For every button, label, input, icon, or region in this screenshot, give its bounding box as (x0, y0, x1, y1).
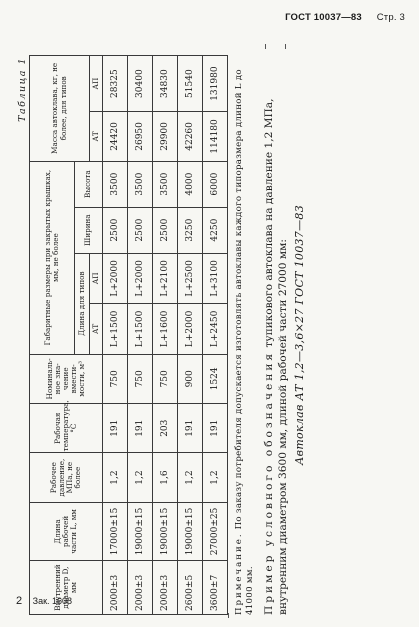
table-cell: 19000±15 (128, 502, 153, 560)
table-cell: 1,2 (203, 453, 228, 502)
header-mass-at: АТ (90, 112, 103, 161)
table-cell: 24420 (103, 112, 128, 161)
table-cell: 203 (153, 404, 178, 453)
table-cell: 4250 (203, 207, 228, 253)
table-cell: 51540 (178, 56, 203, 112)
header-dims-group: Габаритные размеры при закрытых крышках, мм, не более (30, 161, 75, 354)
table-cell: 26950 (128, 112, 153, 161)
table-cell: L+2000 (103, 253, 128, 304)
header-pressure: Рабочее давление, МПа, не более (30, 453, 103, 502)
table-row (128, 56, 153, 615)
header-temperature: Рабочая температура, °С (30, 404, 103, 453)
header-width: Ширина (75, 207, 103, 253)
table-cell: 3500 (103, 161, 128, 207)
table-cell: 34830 (153, 56, 178, 112)
table-cell: 2500 (153, 207, 178, 253)
table-cell: L+1500 (103, 304, 128, 355)
header-diameter: Внутренний диаметр D, мм (30, 561, 103, 615)
specs-table (29, 55, 228, 615)
order-number: Зак. 1608 (32, 596, 73, 606)
dash-mark (265, 44, 266, 49)
table-cell: L+2450 (203, 304, 228, 355)
table-cell: 900 (178, 354, 203, 403)
designation-example (263, 55, 290, 615)
table-cell: 750 (153, 354, 178, 403)
table-cell: 6000 (203, 161, 228, 207)
table-cell: 1,2 (178, 453, 203, 502)
example-lead: Пример условного обозначения (263, 350, 276, 615)
table-cell: L+1500 (128, 304, 153, 355)
table-cell: 2500 (128, 207, 153, 253)
header-length-ap: АП (90, 253, 103, 304)
table-cell: 2000±3 (153, 561, 178, 615)
table-cell: L+2000 (128, 253, 153, 304)
note-text: По заказу потребителя допускается изготовлять автоклавы каждого типоразмера длиной L до 41000 мм. (234, 69, 256, 615)
table-cell: 191 (178, 404, 203, 453)
table-cell: L+2000 (178, 304, 203, 355)
header-length-types: Длина для типов (75, 253, 90, 354)
standard-number: ГОСТ 10037—83 (285, 12, 362, 23)
table-cell: L+2500 (178, 253, 203, 304)
table-cell: 1,2 (128, 453, 153, 502)
table-row (153, 56, 178, 615)
table-note (234, 55, 256, 615)
example-text: тупикового автоклава на давление 1,2 МПа, внутренним диаметром 3600 мм, длиной рабочей части 27000 мм: (263, 98, 289, 615)
table-cell: 30400 (128, 56, 153, 112)
table-cell: 1,6 (153, 453, 178, 502)
table-cell: 3500 (153, 161, 178, 207)
page-header (285, 12, 405, 23)
table-cell: 29900 (153, 112, 178, 161)
note-lead: Примечание. (234, 532, 244, 615)
table-cell: 3250 (178, 207, 203, 253)
header-nominal: Номиналь-ное зна-чение вмести-мости, м³ (30, 354, 103, 403)
table-cell: 27000±25 (203, 502, 228, 560)
table-cell: 4000 (178, 161, 203, 207)
header-mass-group: Масса автоклава, кг, не более, для типов (30, 56, 90, 162)
table-cell: 19000±15 (153, 502, 178, 560)
table-cell: 114180 (203, 112, 228, 161)
table-cell: 2500 (103, 207, 128, 253)
table-cell: 2000±3 (103, 561, 128, 615)
table-cell: 191 (103, 404, 128, 453)
header-mass-ap: АП (90, 56, 103, 112)
table-body (103, 56, 228, 615)
table-row (203, 56, 228, 615)
table-cell: 2600±5 (178, 561, 203, 615)
table-cell: 17000±15 (103, 502, 128, 560)
table-cell: 2000±3 (128, 561, 153, 615)
designation-text: Автоклав АТ 1,2—3,6×27 ГОСТ 10037—83 (293, 204, 307, 466)
table-title: Таблица 1 (17, 57, 28, 122)
table-row (178, 56, 203, 615)
page-footer (16, 595, 72, 607)
table-cell: 3500 (128, 161, 153, 207)
table-cell: 131980 (203, 56, 228, 112)
header-length: Длина рабочей части L, мм (30, 502, 103, 560)
page-number: 2 (16, 595, 23, 607)
table-cell: L+1600 (153, 304, 178, 355)
table-cell: 19000±15 (178, 502, 203, 560)
table-cell: 3600±7 (203, 561, 228, 615)
table-cell: 1524 (203, 354, 228, 403)
table-cell: 42260 (178, 112, 203, 161)
table-cell: 191 (203, 404, 228, 453)
table-cell: 28325 (103, 56, 128, 112)
table-cell: 750 (128, 354, 153, 403)
rotated-content (17, 55, 397, 615)
table-row (103, 56, 128, 615)
table-cell: L+3100 (203, 253, 228, 304)
table-cell: L+2100 (153, 253, 178, 304)
table-cell: 750 (103, 354, 128, 403)
table-cell: 1,2 (103, 453, 128, 502)
page-label: Стр. 3 (376, 12, 405, 23)
header-height: Высота (75, 161, 103, 207)
header-length-at: АТ (90, 304, 103, 355)
table-cell: 191 (128, 404, 153, 453)
dash-mark (285, 44, 286, 49)
